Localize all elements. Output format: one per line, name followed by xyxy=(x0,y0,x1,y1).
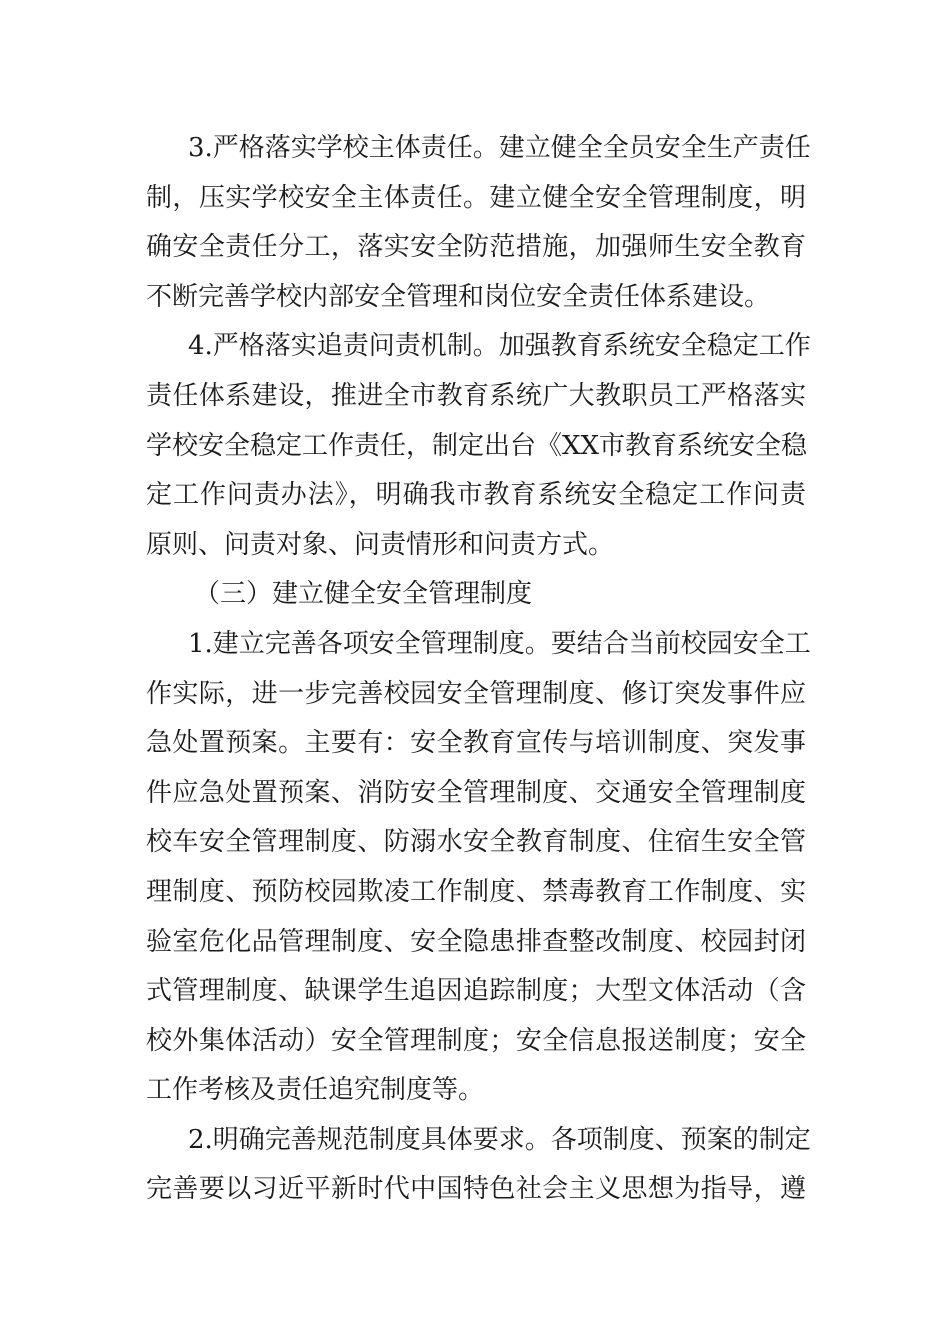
text-line: 校车安全管理制度、防溺水安全教育制度、住宿生安全管 xyxy=(146,827,806,858)
text-line: 1.建立完善各项安全管理制度。要结合当前校园安全工 xyxy=(188,628,811,659)
paragraph-system-requirements xyxy=(146,1116,811,1215)
section-title: （三）建立健全安全管理制度 xyxy=(194,579,533,610)
text-line: 4.严格落实追责问责机制。加强教育系统安全稳定工作 xyxy=(188,331,811,362)
paragraph-management-systems xyxy=(146,620,811,1116)
section-heading xyxy=(146,570,806,620)
document-body xyxy=(146,124,811,1215)
text-line: 原则、问责对象、问责情形和问责方式。 xyxy=(146,529,615,560)
text-line: 责任体系建设，推进全市教育系统广大教职员工严格落实 xyxy=(146,380,806,411)
text-line: 2.明确完善规范制度具体要求。各项制度、预案的制定 xyxy=(188,1124,811,1155)
paragraph-accountability xyxy=(146,322,811,570)
text-line: 定工作问责办法》，明确我市教育系统安全稳定工作问责 xyxy=(146,480,806,511)
text-line: 校外集体活动）安全管理制度；安全信息报送制度；安全 xyxy=(146,1025,806,1056)
text-line: 3.严格落实学校主体责任。建立健全全员安全生产责任 xyxy=(188,133,811,163)
text-line: 理制度、预防校园欺凌工作制度、禁毒教育工作制度、实 xyxy=(146,876,806,907)
text-line: 完善要以习近平新时代中国特色社会主义思想为指导，遵 xyxy=(146,1174,806,1205)
text-line: 作实际，进一步完善校园安全管理制度、修订突发事件应 xyxy=(146,678,806,709)
text-line: 验室危化品管理制度、安全隐患排查整改制度、校园封闭 xyxy=(146,926,806,957)
text-line: 制，压实学校安全主体责任。建立健全安全管理制度，明 xyxy=(146,182,806,213)
text-line: 确安全责任分工，落实安全防范措施，加强师生安全教育 xyxy=(146,232,806,263)
text-line: 学校安全稳定工作责任，制定出台《XX市教育系统安全稳 xyxy=(146,430,808,461)
text-line: 式管理制度、缺课学生追因追踪制度；大型文体活动（含 xyxy=(146,976,806,1007)
text-line: 不断完善学校内部安全管理和岗位安全责任体系建设。 xyxy=(146,281,771,312)
text-line: 件应急处置预案、消防安全管理制度、交通安全管理制度 xyxy=(146,777,806,808)
text-line: 急处置预案。主要有：安全教育宣传与培训制度、突发事 xyxy=(146,728,806,759)
text-line: 工作考核及责任追究制度等。 xyxy=(146,1075,485,1106)
paragraph-responsibility-school xyxy=(146,124,811,322)
